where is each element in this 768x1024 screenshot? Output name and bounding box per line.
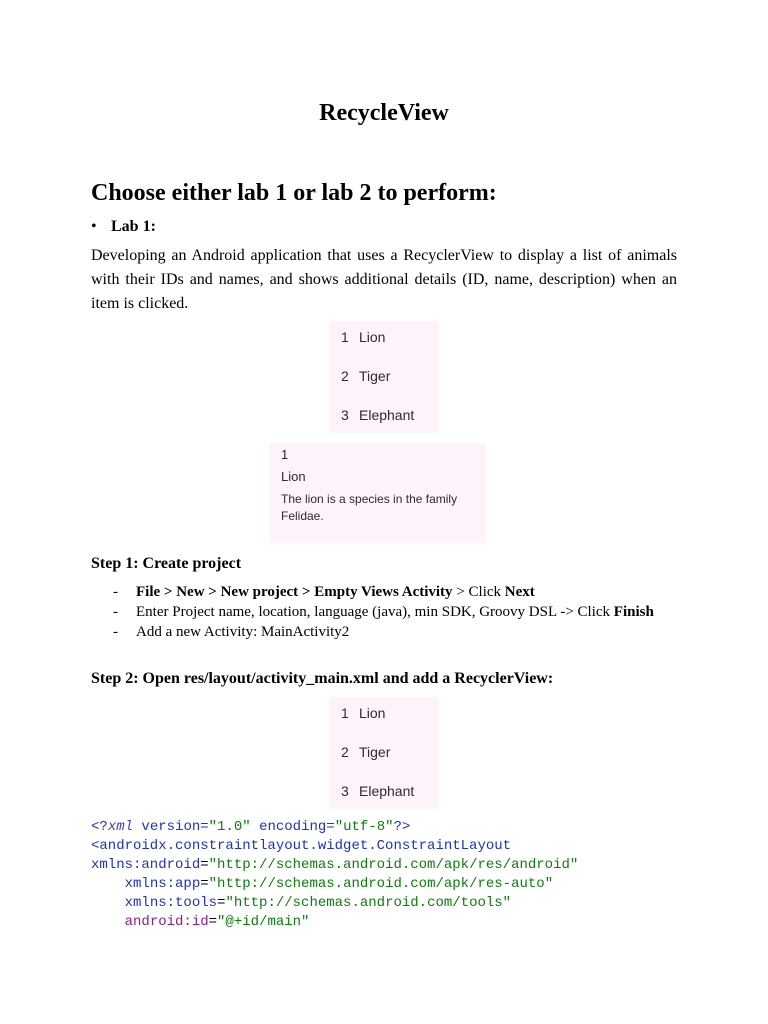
animal-id: 3 bbox=[341, 783, 349, 799]
code-token: xml bbox=[107, 819, 134, 835]
animal-id: 2 bbox=[341, 368, 349, 384]
code-token: xmlns:app bbox=[124, 876, 201, 892]
animal-id: 3 bbox=[341, 407, 349, 423]
list-item bbox=[113, 602, 677, 622]
detail-id: 1 bbox=[281, 447, 289, 462]
code-token: xmlns:tools bbox=[124, 895, 218, 911]
dash-bullet-icon: - bbox=[113, 624, 118, 640]
detail-name: Lion bbox=[281, 469, 306, 484]
code-token: android:id bbox=[124, 914, 209, 930]
code-token: "utf-8" bbox=[334, 819, 394, 835]
step2-heading: Step 2: Open res/layout/activity_main.xml and add a RecyclerView: bbox=[91, 670, 554, 687]
list-item[interactable] bbox=[341, 705, 385, 721]
code-token: xmlns:android bbox=[91, 857, 201, 873]
section-heading: Choose either lab 1 or lab 2 to perform: bbox=[91, 180, 497, 206]
list-item[interactable] bbox=[341, 783, 414, 799]
animal-name: Lion bbox=[359, 329, 386, 345]
list-item[interactable] bbox=[341, 329, 385, 345]
list-item[interactable] bbox=[341, 744, 390, 760]
next-label: Next bbox=[504, 584, 535, 600]
menu-path: File > New > New project > Empty Views Activity bbox=[136, 584, 453, 600]
animal-name: Elephant bbox=[359, 407, 415, 423]
step-text: Enter Project name, location, language (java), min SDK, Groovy DSL -> Click bbox=[136, 604, 614, 620]
dash-bullet-icon: - bbox=[113, 604, 118, 620]
bullet-dot-icon: • bbox=[91, 218, 97, 235]
list-item bbox=[113, 582, 677, 602]
step-text: Add a new Activity: MainActivity2 bbox=[136, 624, 350, 640]
animal-detail-preview bbox=[270, 443, 486, 543]
list-item bbox=[113, 622, 677, 642]
animal-id: 1 bbox=[341, 329, 349, 345]
lab-description: Developing an Android application that uses a RecyclerView to display a list of animals with their IDs and names, and shows additional details (ID, name, description) when an item is clicked. bbox=[91, 247, 677, 312]
code-token: "@+id/main" bbox=[217, 914, 310, 930]
animal-list-preview-2 bbox=[329, 697, 439, 809]
animal-name: Lion bbox=[359, 705, 386, 721]
page-title: RecycleView bbox=[319, 100, 449, 126]
animal-list-preview bbox=[329, 321, 439, 433]
code-token: encoding= bbox=[250, 819, 335, 835]
animal-name: Tiger bbox=[359, 744, 391, 760]
dash-bullet-icon: - bbox=[113, 584, 118, 600]
animal-id: 2 bbox=[341, 744, 349, 760]
finish-label: Finish bbox=[613, 604, 654, 620]
lab-bullet-label: Lab 1: bbox=[111, 218, 156, 235]
code-token: ?> bbox=[393, 819, 411, 835]
code-token: <androidx.constraintlayout.widget.ConstraintLayout bbox=[91, 838, 512, 854]
list-item[interactable] bbox=[341, 368, 390, 384]
step-text: > Click bbox=[452, 584, 505, 600]
code-token: "http://schemas.android.com/apk/res/android" bbox=[208, 857, 579, 873]
step1-list bbox=[113, 582, 677, 642]
step1-heading: Step 1: Create project bbox=[91, 555, 242, 572]
lab-bullet bbox=[91, 218, 156, 236]
code-token: "http://schemas.android.com/tools" bbox=[225, 895, 512, 911]
code-token: <? bbox=[91, 819, 108, 835]
animal-name: Elephant bbox=[359, 783, 415, 799]
code-token: "http://schemas.android.com/apk/res-auto" bbox=[208, 876, 554, 892]
animal-id: 1 bbox=[341, 705, 349, 721]
code-token: version= bbox=[133, 819, 209, 835]
code-token: "1.0" bbox=[208, 819, 251, 835]
list-item[interactable] bbox=[341, 407, 414, 423]
detail-description: The lion is a species in the family Felidae. bbox=[281, 492, 458, 523]
animal-name: Tiger bbox=[359, 368, 391, 384]
code-block: <?xml version="1.0" encoding="utf-8"?> <androidx.constraintlayout.widget.ConstraintLayout xmlns:android="http://schemas.android.com/apk/res/android" xmlns:app="http://schemas.android.com/apk/res-auto" xmlns:tools="http://schemas.android.com/tools" android:id="@+id/main" bbox=[91, 819, 579, 930]
